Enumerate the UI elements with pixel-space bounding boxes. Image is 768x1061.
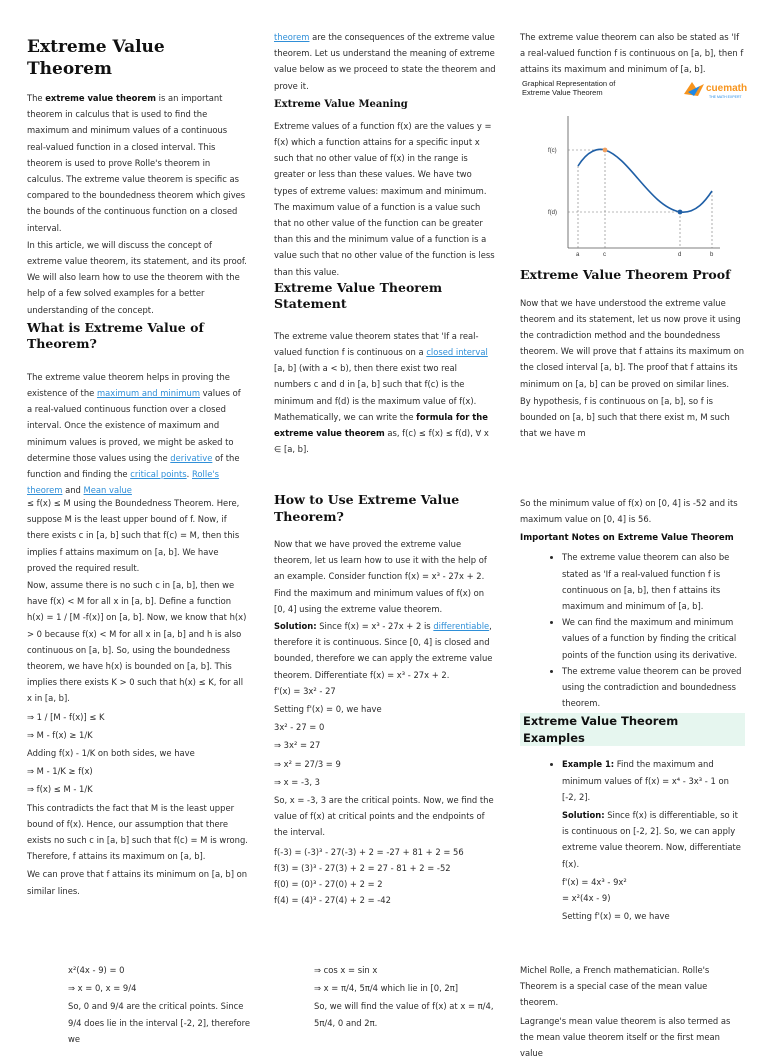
- trig-line-1: ⇒ cos x = sin x: [314, 965, 378, 975]
- column-3-middle: [520, 495, 745, 924]
- step-6: ⇒ x = -3, 3: [274, 776, 320, 787]
- trig-line-2: ⇒ x = π/4, 5π/4 which lie in [0, 2π]: [314, 983, 459, 994]
- what-is-paragraph: The extreme value theorem helps in proving the existence of the maximum and minimum values of a real-valued continuous function over a closed interval. Once the existence of maximum and minimum values is proved, we might be asked to determine those values using the derivative of the function and finding the critical points. Rolle's theorem and Mean value: [27, 371, 241, 496]
- label-b: b: [710, 252, 714, 258]
- value-2: f(3) = (3)³ - 27(3) + 2 = 27 - 81 + 2 = -52: [274, 862, 451, 873]
- proof-intro-paragraph: Now that we have understood the extreme value theorem and its statement, let us now prove it using the contradiction method and the boundedness theorem. We will prove that f attains its maximum on the closed interval [a, b]. The proof that f attains its minimum on [a, b] can be proved on similar lines.: [520, 297, 745, 389]
- intro-paragraph: The extreme value theorem is an important theorem in calculus that is used to find the maximum and minimum values of a continuous real-valued function in a closed interval. This theorem is used to prove Rolle's theorem in calculus. The extreme value theorem is specific as compared to the boundedness theorem which gives the bounds of the continuous function on a closed interval.: [27, 93, 246, 233]
- step-1: f'(x) = 3x² - 27: [274, 685, 336, 696]
- meaning-paragraph: Extreme values of a function f(x) are the values y = f(x) which a function attains for a specific input x such that no other value of f(x) in the range is greater or less than these values. We have two types of extreme values: maximum and minimum. The maximum value of a function is a value such that no other value of the function can be greater than this and the minimum value of a function is a value such that no other value of the function is less than this value.: [274, 120, 495, 277]
- how-to-use-paragraph: Now that we have proved the extreme value theorem, let us learn how to use it with the help of an example. Consider function f(x) = x³ - 27x + 2. Find the maximum and minimum values of f(x) on [0, 4] using the extreme value theorem.: [274, 539, 487, 614]
- note-item: • The extreme value theorem can also be stated as 'If a real-valued function f is continuous on [a, b], then f attains its maximum and minimum of [a, b].: [562, 549, 745, 614]
- proof-line-7: ⇒ f(x) ≤ M - 1/K: [27, 784, 93, 795]
- proof-line-8: This contradicts the fact that M is the least upper bound of f(x). Hence, our assumption that there exists no such c in [a, b] such that f(c) = M is wrong. Therefore, f attains its maximum on [a, b].: [27, 802, 248, 862]
- label-fd: f(d): [548, 210, 557, 216]
- notes-list: [520, 549, 745, 711]
- step-5: ⇒ x² = 27/3 = 9: [274, 758, 341, 769]
- column-3-proof: [520, 267, 745, 441]
- examples-list: [520, 756, 745, 924]
- minimum-point: [678, 210, 683, 215]
- page-title: Extreme Value Theorem: [27, 37, 165, 79]
- rolle-paragraph: Michel Rolle, a French mathematician. Rolle's Theorem is a special case of the mean value theorem.: [520, 965, 710, 1008]
- example-1-solution: Solution: Since f(x) is differentiable, so it is continuous on [-2, 2]. So, we can apply extreme value theorem. Now, differentiate f(x).: [562, 810, 741, 869]
- example-1-step: Setting f'(x) = 0, we have: [562, 911, 670, 922]
- statement-paragraph: The extreme value theorem states that 'If a real-valued function f is continuous on a closed interval [a, b] (with a < b), then there exist two real numbers c and d in [a, b] such that f(c) is the minimum and f(d) is the maximum value of f(x). Mathematically, we can write the formula for the extreme value theorem as, f(c) ≤ f(x) ≤ f(d), ∀ x ∈ [a, b].: [274, 330, 489, 455]
- note-item: • The extreme value theorem can be proved using the contradiction and boundedness theorem.: [562, 663, 745, 712]
- cuemath-logo: [684, 82, 747, 99]
- example-1-step: f'(x) = 4x³ - 9x²: [562, 876, 627, 887]
- proof-hypothesis-paragraph: By hypothesis, f is continuous on [a, b], so f is bounded on [a, b] such that there exist m, M such that we have m: [520, 395, 730, 439]
- critical-points-paragraph: So, x = -3, 3 are the critical points. Now, we find the value of f(x) at critical points and the endpoints of the interval.: [274, 795, 494, 838]
- how-to-use-solution: Solution: Since f(x) = x³ - 27x + 2 is differentiable, therefore it is continuous. Since [0, 4] is closed and bounded, therefore we can apply the extreme value theorem. Differentiate f(x) = x³ - 27x + 2.: [274, 621, 493, 680]
- proof-line-9: We can prove that f attains its minimum on [a, b] on similar lines.: [27, 869, 248, 896]
- proof-line-1: ≤ f(x) ≤ M using the Boundedness Theorem. Here, suppose M is the least upper bound of f. Now, if there exists c in [a, b] such that f(c) = M, then this implies f attains maximum on [a, b]. We have proved the required result.: [27, 498, 240, 573]
- example-1: • Example 1: Find the maximum and minimum values of f(x) = x⁴ - 3x³ - 1 on [-2, 2]. Solution: Since f(x) is differentiable, so it is continuous on [-2, 2]. So, we can apply extreme value theorem. Now, differentiate f(x). f'(x) = 4x³ - 9x² = x²(4x - 9) Setting f'(x) = 0, we have: [562, 756, 745, 924]
- column-1-middle: [27, 495, 249, 899]
- maximum-point: [603, 148, 608, 153]
- label-a: a: [576, 252, 580, 258]
- proof-line-6: ⇒ M - 1/K ≥ f(x): [27, 766, 93, 777]
- figure-title-line-1: Graphical Representation of: [522, 79, 616, 88]
- value-1: f(-3) = (-3)³ - 27(-3) + 2 = -27 + 81 + 2 = 56: [274, 846, 464, 857]
- label-fc: f(c): [548, 148, 557, 154]
- maximum-minimum-link[interactable]: maximum and minimum: [96, 388, 200, 399]
- step-2: Setting f'(x) = 0, we have: [274, 704, 382, 715]
- how-to-use-heading: How to Use Extreme Value Theorem?: [274, 492, 460, 524]
- brand-tagline: THE MATH EXPERT: [709, 95, 742, 99]
- value-4: f(4) = (4)³ - 27(4) + 2 = -42: [274, 895, 391, 906]
- mean-value-link[interactable]: Mean value: [83, 485, 132, 496]
- column-1-top: [27, 36, 247, 498]
- consequences-paragraph: theorem are the consequences of the extreme value theorem. Let us understand the meaning of extreme value below as we proceed to state the theorem and prove it.: [274, 32, 496, 91]
- value-3: f(0) = (0)³ - 27(0) + 2 = 2: [274, 879, 383, 890]
- example-line-3: So, 0 and 9/4 are the critical points. Since 9/4 does lie in the interval [-2, 2], therefore we: [68, 1001, 251, 1044]
- label-c: c: [603, 252, 606, 258]
- column-2-top: [274, 29, 496, 457]
- note-item: • We can find the maximum and minimum values of a function by finding the critical points of the function using its derivative.: [562, 614, 745, 663]
- closed-interval-link[interactable]: closed interval: [426, 347, 488, 358]
- column-2-bottom: [314, 962, 499, 1031]
- meaning-heading: Extreme Value Meaning: [274, 98, 408, 110]
- evt-graph: [520, 78, 748, 258]
- proof-line-2: Now, assume there is no such c in [a, b], then we have f(x) < M for all x in [a, b]. Define a function h(x) = 1 / [M -f(x)] on [a, b]. Now, we know that h(x) > 0 because f(x) < M for all x in [a, b] and h is also continuous on [a, b]. So, using the boundedness theorem, we have h(x) is bounded on [a, b]. This implies there exists K > 0 such that h(x) ≤ K, for all x in [a, b].: [27, 580, 247, 704]
- lagrange-paragraph: Lagrange's mean value theorem is also termed as the mean value theorem itself or the first mean value: [520, 1015, 731, 1059]
- differentiable-link[interactable]: differentiable: [433, 621, 490, 632]
- trig-line-3: So, we will find the value of f(x) at x = π/4, 5π/4, 0 and 2π.: [314, 1001, 494, 1028]
- derivative-link[interactable]: derivative: [170, 452, 213, 463]
- proof-line-3: ⇒ 1 / [M - f(x)] ≤ K: [27, 711, 105, 722]
- what-is-heading: What is Extreme Value of Theorem?: [27, 319, 204, 352]
- label-d: d: [678, 252, 682, 258]
- proof-line-4: ⇒ M - f(x) ≥ 1/K: [27, 729, 93, 740]
- result-paragraph: So the minimum value of f(x) on [0, 4] is -52 and its maximum value on [0, 4] is 56.: [520, 498, 738, 525]
- step-3: 3x² - 27 = 0: [274, 722, 325, 733]
- brand-name: cuemath: [706, 83, 748, 94]
- column-1-bottom: [68, 962, 253, 1047]
- proof-line-5: Adding f(x) - 1/K on both sides, we have: [27, 748, 195, 759]
- column-2-middle: [274, 492, 496, 908]
- statement-heading: Extreme Value Theorem Statement: [274, 279, 443, 312]
- evt-figure: [520, 78, 748, 258]
- function-curve: [578, 149, 712, 212]
- alt-statement-paragraph: The extreme value theorem can also be stated as 'If a real-valued function f is continuous on [a, b], then f attains its maximum and minimum of [a, b].: [520, 32, 744, 75]
- example-1-step: = x²(4x - 9): [562, 893, 611, 904]
- critical-points-link[interactable]: critical points: [130, 469, 187, 480]
- rolles-theorem-link[interactable]: Rolle's theorem: [27, 469, 220, 496]
- theorem-link[interactable]: theorem: [274, 32, 310, 42]
- article-overview-paragraph: In this article, we will discuss the concept of extreme value theorem, its statement, and its proof. We will also learn how to use the theorem with the help of a few solved examples for a better understanding of the concept.: [27, 239, 247, 315]
- proof-heading: Extreme Value Theorem Proof: [520, 267, 731, 282]
- column-3-top: [520, 29, 745, 78]
- column-3-bottom: [520, 962, 745, 1061]
- example-line-2: ⇒ x = 0, x = 9/4: [68, 983, 137, 994]
- notes-heading: Important Notes on Extreme Value Theorem: [520, 533, 734, 544]
- example-line-1: x²(4x - 9) = 0: [68, 965, 125, 975]
- step-4: ⇒ 3x² = 27: [274, 740, 321, 751]
- examples-heading: Extreme Value Theorem Examples: [520, 713, 745, 746]
- figure-title-line-2: Extreme Value Theorem: [522, 88, 603, 97]
